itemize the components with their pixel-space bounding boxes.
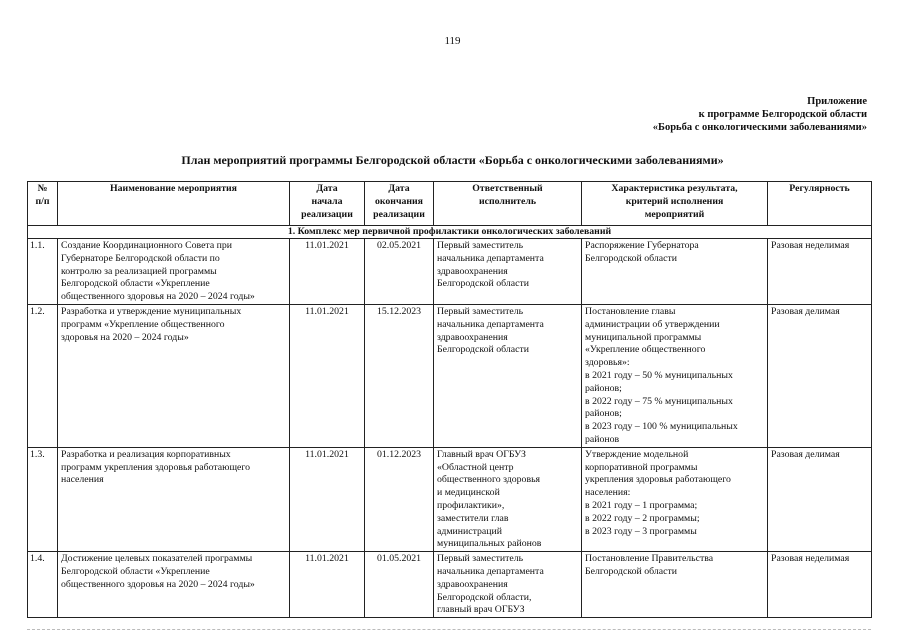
table-row [28,239,872,305]
row-name: Достижение целевых показателей программы Белгородской области «Укрепление общественного здоровья на 2020 – 2024 годы» [58,552,290,618]
header-start-date: Дата начала реализации [290,182,365,226]
table-row [28,304,872,447]
row-name: Разработка и реализация корпоративных программ укрепления здоровья работающего населения [58,447,290,551]
row-num: 1.4. [28,552,58,618]
row-start-date: 11.01.2021 [290,447,365,551]
table-header-row [28,182,872,226]
appendix-line-3: «Борьба с онкологическими заболеваниями» [652,122,867,133]
section-title: 1. Комплекс мер первичной профилактики онкологических заболеваний [28,226,872,239]
row-regularity: Разовая делимая [768,447,872,551]
row-start-date: 11.01.2021 [290,239,365,305]
appendix-line-1: Приложение [807,96,867,107]
row-name: Разработка и утверждение муниципальных программ «Укрепление общественного здоровья на 2020 – 2024 годы» [58,304,290,447]
header-result: Характеристика результата, критерий исполнения мероприятий [582,182,768,226]
row-responsible: Первый заместитель начальника департамента здравоохранения Белгородской области [434,304,582,447]
row-responsible: Главный врач ОГБУЗ «Областной центр общественного здоровья и медицинской профилактики», заместители глав администраций муниципальных районов [434,447,582,551]
activities-table [27,181,872,618]
row-result: Утверждение модельной корпоративной программы укрепления здоровья работающего населения: в 2021 году – 1 программа; в 2022 году – 2 программы; в 2023 году – 3 программы [582,447,768,551]
row-end-date: 01.12.2023 [365,447,434,551]
row-num: 1.1. [28,239,58,305]
row-responsible: Первый заместитель начальника департамента здравоохранения Белгородской области, главный врач ОГБУЗ [434,552,582,618]
row-result: Постановление Правительства Белгородской области [582,552,768,618]
row-regularity: Разовая неделимая [768,239,872,305]
header-name: Наименование мероприятия [58,182,290,226]
row-start-date: 11.01.2021 [290,552,365,618]
row-end-date: 02.05.2021 [365,239,434,305]
row-end-date: 15.12.2023 [365,304,434,447]
row-responsible: Первый заместитель начальника департамента здравоохранения Белгородской области [434,239,582,305]
row-num: 1.3. [28,447,58,551]
row-regularity: Разовая делимая [768,304,872,447]
row-result: Распоряжение Губернатора Белгородской области [582,239,768,305]
page-number: 119 [444,35,461,47]
header-responsible: Ответственный исполнитель [434,182,582,226]
section-row [28,226,872,239]
row-name: Создание Координационного Совета при Губернаторе Белгородской области по контролю за реализацией программы Белгородской области «Укрепление общественного здоровья на 2020 – 2024 годы» [58,239,290,305]
row-result: Постановление главы администрации об утверждении муниципальной программы «Укрепление общественного здоровья»: в 2021 году – 50 % муниципальных районов; в 2022 году – 75 % муниципальных районов; в 2023 году – 100 % муниципальных районов [582,304,768,447]
plan-title: План мероприятий программы Белгородской области «Борьба с онкологическими заболеваниями» [181,153,724,167]
row-regularity: Разовая неделимая [768,552,872,618]
header-end-date: Дата окончания реализации [365,182,434,226]
table-row [28,447,872,551]
row-end-date: 01.05.2021 [365,552,434,618]
header-regularity: Регулярность [768,182,872,226]
row-start-date: 11.01.2021 [290,304,365,447]
scan-edge-line [27,629,871,630]
row-num: 1.2. [28,304,58,447]
table-row [28,552,872,618]
appendix-line-2: к программе Белгородской области [698,109,867,120]
header-num: № п/п [28,182,58,226]
appendix-heading [653,95,867,134]
